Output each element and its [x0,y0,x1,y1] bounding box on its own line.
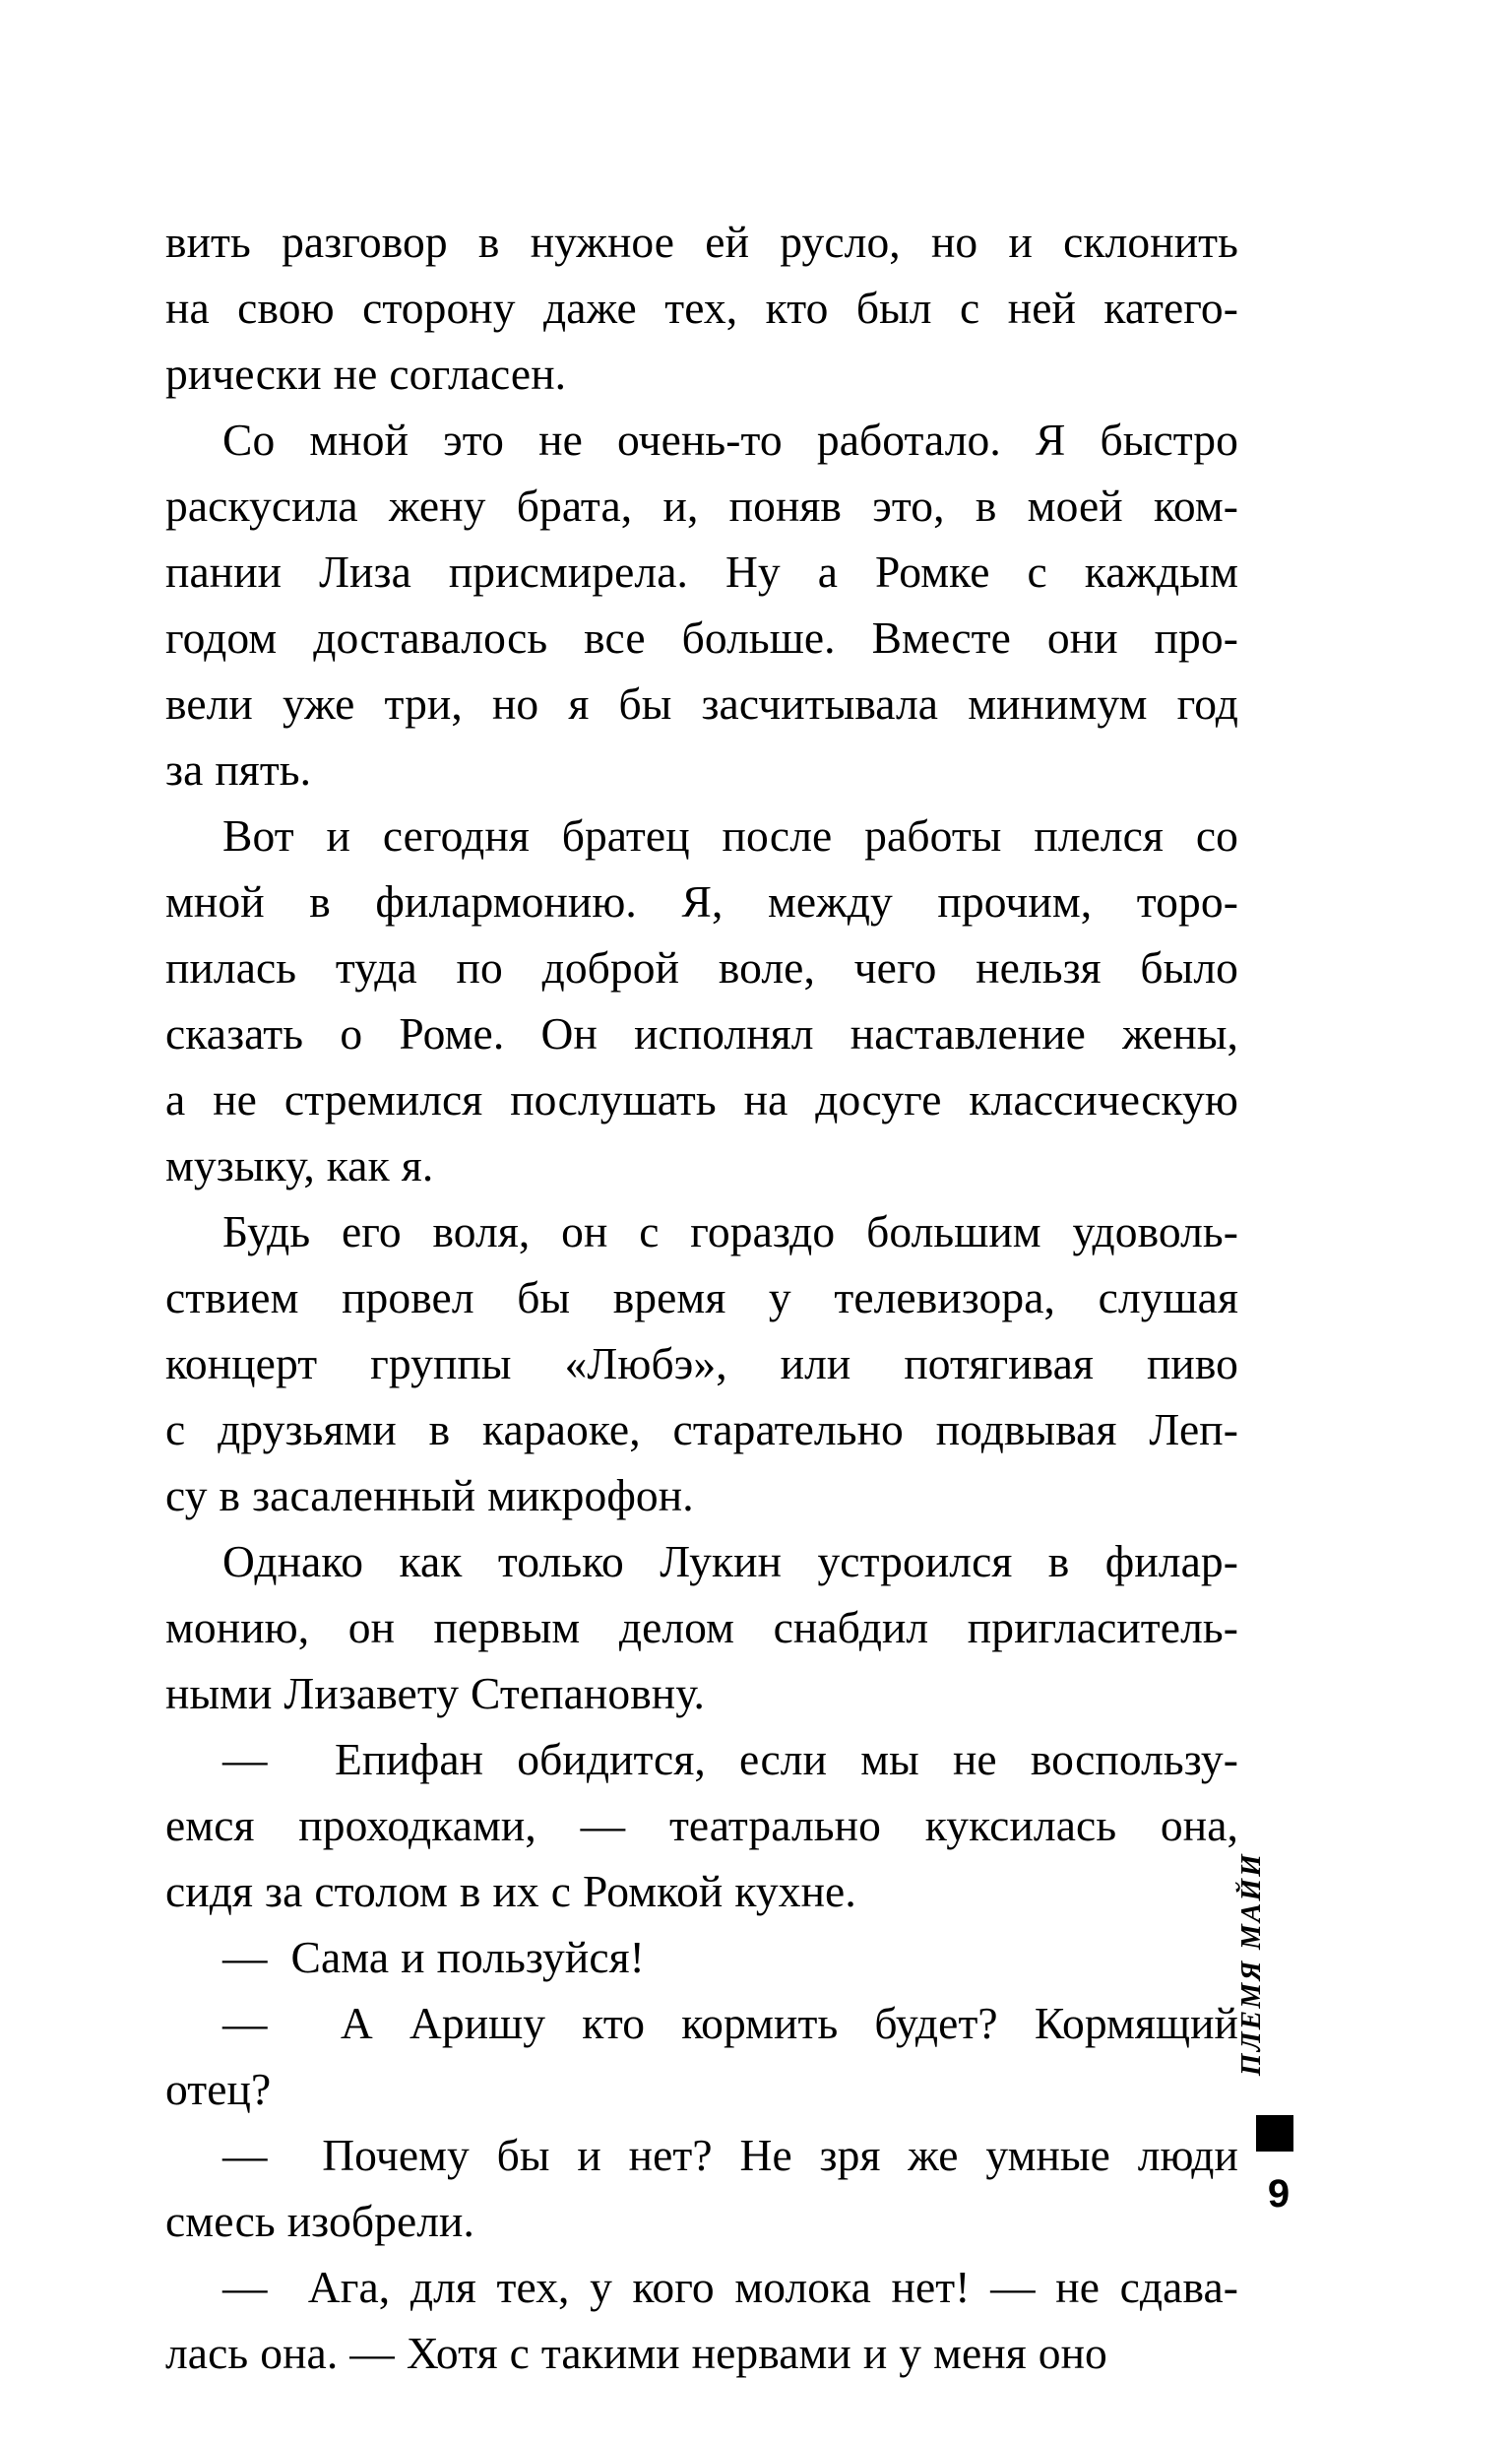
text-line: отец? [165,2064,272,2114]
text-line: годом доставалось все больше. Вместе они про- [165,612,1238,663]
text-line: мной в филармонию. Я, между прочим, торо- [165,876,1238,927]
text-line: вели уже три, но я бы засчитывала минимум год [165,678,1238,729]
text-line: раскусила жену брата, и, поняв это, в моей ком- [165,481,1238,531]
text-line: монию, он первым делом снабдил пригласитель- [165,1602,1238,1652]
text-line: сказать о Роме. Он исполнял наставление жены, [165,1008,1238,1059]
text-line: лась она. — Хотя с такими нервами и у меня оно [165,2328,1107,2378]
dialogue-paragraph [165,1924,1238,1990]
text-line: — А Аришу кто кормить будет? Кормящий [222,1998,1238,2048]
text-line: на свою сторону даже тех, кто был с ней катего- [165,283,1238,333]
page-number: 9 [1267,2172,1291,2216]
text-line: емся проходками, — театрально куксилась она, [165,1800,1238,1850]
text-line: вить разговор в нужное ей русло, но и склонить [165,217,1238,267]
dialogue-paragraph [165,2254,1238,2386]
text-line: сидя за столом в их с Ромкой кухне. [165,1866,856,1916]
text-line: — Епифан обидится, если мы не воспользу- [222,1734,1238,1784]
text-line: за пять. [165,744,312,795]
paragraph [165,1528,1238,1726]
body-text-column [165,209,1238,2386]
text-line: Со мной это не очень-то работало. Я быстро [222,415,1238,465]
text-line: пилась туда по доброй воле, чего нельзя было [165,942,1238,993]
paragraph [165,1198,1238,1528]
paragraph [165,803,1238,1198]
text-line: пании Лиза присмирела. Ну а Ромке с каждым [165,546,1238,597]
text-line: — Почему бы и нет? Не зря же умные люди [222,2130,1238,2180]
folio-square-marker [1256,2115,1293,2152]
dialogue-paragraph [165,1726,1238,1924]
dialogue-paragraph [165,1990,1238,2122]
text-line: Однако как только Лукин устроился в филар- [222,1536,1238,1586]
text-line: су в засаленный микрофон. [165,1470,694,1520]
text-line: ствием провел бы время у телевизора, слушая [165,1272,1238,1322]
dialogue-paragraph [165,2122,1238,2254]
text-line: с друзьями в караоке, старательно подвывая Леп- [165,1404,1238,1454]
text-line: — Ага, для тех, у кого молока нет! — не сдава- [222,2262,1238,2312]
text-line: концерт группы «Любэ», или потягивая пиво [165,1338,1238,1388]
running-head-title: ПЛЕМЯ МАЙИ [1234,1852,1267,2077]
text-line: музыку, как я. [165,1140,434,1190]
running-head [1229,1812,1273,2117]
text-line: рически не согласен. [165,349,567,399]
text-line: а не стремился послушать на досуге классическую [165,1074,1238,1125]
text-line: Вот и сегодня братец после работы плелся со [222,810,1238,861]
paragraph [165,407,1238,803]
text-line: — Сама и пользуйся! [222,1932,645,1982]
text-line: ными Лизавету Степановну. [165,1668,706,1718]
paragraph [165,209,1238,407]
text-line: Будь его воля, он с гораздо большим удоволь- [222,1206,1238,1256]
text-line: смесь изобрели. [165,2196,474,2246]
